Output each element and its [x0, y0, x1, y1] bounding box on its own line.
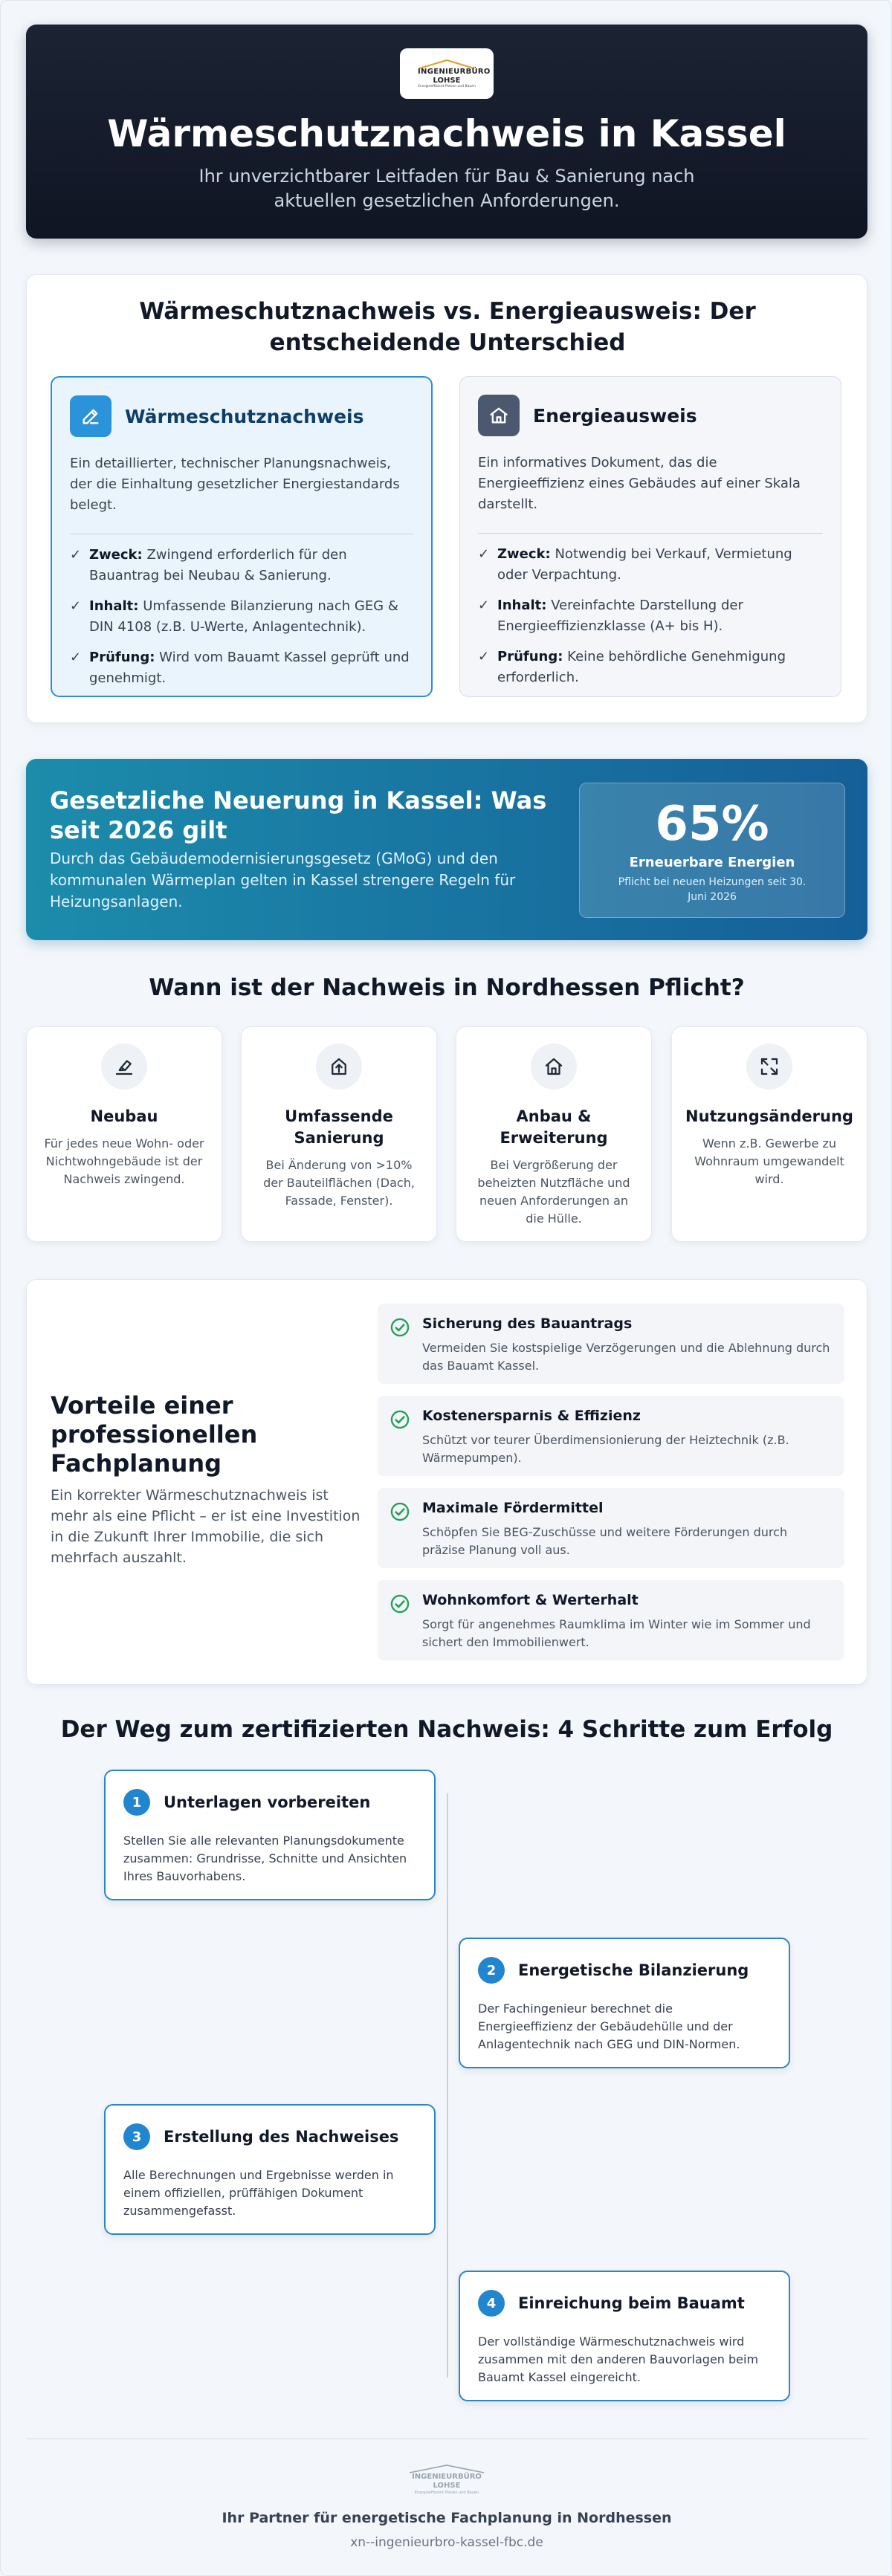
arrows-icon [746, 1043, 792, 1090]
step-number-badge: 1 [123, 1789, 150, 1816]
obligation-section-title: Wann ist der Nachweis in Nordhessen Pflicht? [149, 974, 745, 1001]
point-label: Prüfung: [497, 649, 563, 664]
step-number-badge: 2 [478, 1957, 505, 1984]
house-arrow-icon [316, 1043, 362, 1090]
step-card-1 [104, 1770, 436, 1900]
obligation-title: Anbau & Erweiterung [500, 1107, 608, 1147]
step-card-2 [459, 1938, 790, 2068]
benefit-text: Sorgt für angenehmes Raumklima im Winter wie im Sommer und sichert den Immobilienwert. [422, 1617, 811, 1649]
list-item [70, 545, 413, 586]
obligation-card-neubau [26, 1026, 222, 1242]
step-text: Stellen Sie alle relevanten Planungsdokumente zusammen: Grundrisse, Schnitte und Ansichten Ihres Bauvorhabens. [123, 1834, 407, 1883]
step-title: Energetische Bilanzierung [518, 1961, 749, 1979]
obligation-card-anbau [456, 1026, 652, 1242]
page-title: Wärmeschutznachweis in Kassel [107, 112, 786, 155]
comparison-card [26, 274, 867, 723]
benefit-text: Schöpfen Sie BEG-Zuschüsse und weitere Förderungen durch präzise Planung voll aus. [422, 1525, 788, 1557]
point-label: Prüfung: [89, 650, 155, 665]
step-title: Unterlagen vorbereiten [164, 1793, 371, 1811]
house-icon [478, 395, 520, 436]
check-icon: ✓ [70, 598, 82, 614]
list-item [70, 647, 413, 689]
check-circle-icon [390, 1593, 410, 1614]
footer-logo-text-line3: Energieeffizient Planen und Bauen [414, 2491, 479, 2495]
benefit-item [378, 1396, 844, 1476]
point-label: Zweck: [89, 547, 143, 563]
energieausweis-column [459, 376, 841, 697]
waermeschutznachweis-title: Wärmeschutznachweis [125, 405, 364, 427]
check-icon: ✓ [70, 650, 82, 665]
benefits-card [26, 1279, 867, 1685]
timeline-line [447, 1793, 448, 2378]
legal-update-banner [26, 759, 867, 940]
obligation-title: Umfassende Sanierung [285, 1107, 393, 1147]
step-text: Der Fachingenieur berechnet die Energieeffizienz der Gebäudehülle und der Anlagentechnik nach GEG und DIN-Normen. [478, 2001, 740, 2051]
obligation-title: Nutzungsänderung [685, 1107, 853, 1125]
logo-text-line1: INGENIEURBÜRO [418, 68, 491, 76]
check-icon: ✓ [70, 547, 82, 563]
obligation-title: Neubau [90, 1107, 158, 1125]
benefit-text: Schützt vor teurer Überdimensionierung der Heiztechnik (z.B. Wärmepumpen). [422, 1433, 789, 1465]
list-item [478, 647, 823, 688]
benefit-text: Vermeiden Sie kostspielige Verzögerungen und die Ablehnung durch das Bauamt Kassel. [422, 1341, 830, 1373]
logo-mark [418, 59, 491, 88]
renewable-stat-value: 65% [655, 797, 769, 852]
point-label: Zweck: [497, 546, 551, 562]
benefit-item [378, 1580, 844, 1660]
point-label: Inhalt: [497, 598, 547, 613]
benefit-title: Kostenersparnis & Effizienz [422, 1408, 641, 1424]
benefit-item [378, 1488, 844, 1568]
obligation-text: Wenn z.B. Gewerbe zu Wohnraum umgewandelt wird. [694, 1136, 844, 1186]
legal-update-text: Durch das Gebäudemodernisierungsgesetz (GMoG) und den kommunalen Wärmeplan gelten in Kassel strengere Regeln für Heizungsanlagen. [50, 850, 516, 910]
logo-text-line3: Energieeffizient Planen und Bauen [418, 85, 476, 88]
check-circle-icon [390, 1409, 410, 1430]
comparison-title: Wärmeschutznachweis vs. Energieausweis: Der entscheidende Unterschied [139, 298, 756, 356]
check-icon: ✓ [478, 598, 490, 613]
energieausweis-description: Ein informatives Dokument, das die Energieeffizienz eines Gebäudes auf einer Skala darstellt. [478, 455, 801, 512]
list-item [478, 595, 823, 637]
footer-logo-text-line1: INGENIEURBÜRO [412, 2473, 482, 2481]
pen-icon [70, 395, 112, 437]
house-icon [531, 1043, 577, 1090]
step-number-badge: 3 [123, 2123, 150, 2150]
benefit-item [378, 1304, 844, 1384]
footer-tagline: Ihr Partner für energetische Fachplanung in Nordhessen [222, 2510, 672, 2526]
point-label: Inhalt: [89, 598, 139, 614]
benefits-intro: Ein korrekter Wärmeschutznachweis ist mehr als eine Pflicht – er ist eine Investition in die Zukunft Ihrer Immobilie, die sich mehrfach auszahlt. [51, 1487, 361, 1566]
obligation-text: Bei Vergrößerung der beheizten Nutzfläche und neuen Anforderungen an die Hülle. [477, 1158, 630, 1226]
step-card-3 [104, 2104, 436, 2235]
obligation-text: Bei Änderung von >10% der Bauteilflächen (Dach, Fassade, Fenster). [263, 1158, 415, 1208]
obligation-text: Für jedes neue Wohn- oder Nichtwohngebäude ist der Nachweis zwingend. [44, 1136, 204, 1186]
logo-text-line2: LOHSE [433, 77, 461, 85]
step-card-4 [459, 2271, 790, 2401]
waermeschutznachweis-list [70, 545, 413, 689]
point-text: Zwingend erforderlich für den Bauantrag bei Neubau & Sanierung. [89, 547, 347, 583]
check-circle-icon [390, 1501, 410, 1522]
point-text: Keine behördliche Genehmigung erforderlich. [497, 649, 786, 685]
footer-logo-text-line2: LOHSE [433, 2482, 461, 2490]
obligation-card-nutzungsaenderung [671, 1026, 867, 1242]
obligation-card-sanierung [241, 1026, 437, 1242]
company-logo[interactable] [400, 48, 494, 99]
point-text: Umfassende Bilanzierung nach GEG & DIN 4108 (z.B. U-Werte, Anlagentechnik). [89, 598, 398, 635]
step-text: Alle Berechnungen und Ergebnisse werden in einem offiziellen, prüffähigen Dokument zusammengefasst. [123, 2168, 394, 2218]
benefits-title: Vorteile einer professionellen Fachplanung [51, 1391, 258, 1478]
page-subtitle: Ihr unverzichtbarer Leitfaden für Bau & Sanierung nach aktuellen gesetzlichen Anforderungen. [198, 166, 695, 211]
hero-banner [26, 25, 867, 239]
waermeschutznachweis-description: Ein detaillierter, technischer Planungsnachweis, der die Einhaltung gesetzlicher Energiestandards belegt. [70, 456, 400, 513]
point-text: Notwendig bei Verkauf, Vermietung oder Verpachtung. [497, 546, 792, 583]
renewable-stat-box [579, 783, 845, 918]
benefit-title: Maximale Fördermittel [422, 1500, 604, 1516]
point-text: Vereinfachte Darstellung der Energieeffizienzklasse (A+ bis H). [497, 598, 743, 634]
renewable-stat-label: Erneuerbare Energien [629, 855, 795, 870]
step-number-badge: 4 [478, 2290, 505, 2317]
check-icon: ✓ [478, 649, 490, 664]
step-title: Einreichung beim Bauamt [518, 2294, 745, 2312]
divider [478, 533, 823, 534]
energieausweis-list [478, 544, 823, 688]
renewable-stat-note: Pflicht bei neuen Heizungen seit 30. Juni 2026 [618, 876, 807, 903]
pen-icon [101, 1043, 147, 1090]
benefit-title: Sicherung des Bauantrags [422, 1315, 633, 1332]
point-text: Wird vom Bauamt Kassel geprüft und genehmigt. [89, 650, 410, 686]
list-item [70, 596, 413, 638]
legal-update-title: Gesetzliche Neuerung in Kassel: Was seit 2026 gilt [50, 786, 547, 844]
footer-logo[interactable] [402, 2464, 491, 2496]
benefit-title: Wohnkomfort & Werterhalt [422, 1592, 639, 1608]
waermeschutznachweis-column [51, 376, 433, 697]
energieausweis-title: Energieausweis [533, 404, 697, 427]
step-text: Der vollständige Wärmeschutznachweis wird zusammen mit den anderen Bauvorlagen beim Bauamt Kassel eingereicht. [478, 2334, 759, 2384]
steps-section-title: Der Weg zum zertifizierten Nachweis: 4 Schritte zum Erfolg [60, 1716, 833, 1743]
list-item [478, 544, 823, 586]
step-title: Erstellung des Nachweises [164, 2128, 399, 2146]
footer-website-link[interactable]: xn--ingenieurbro-kassel-fbc.de [350, 2535, 543, 2550]
check-icon: ✓ [478, 546, 490, 562]
check-circle-icon [390, 1317, 410, 1338]
